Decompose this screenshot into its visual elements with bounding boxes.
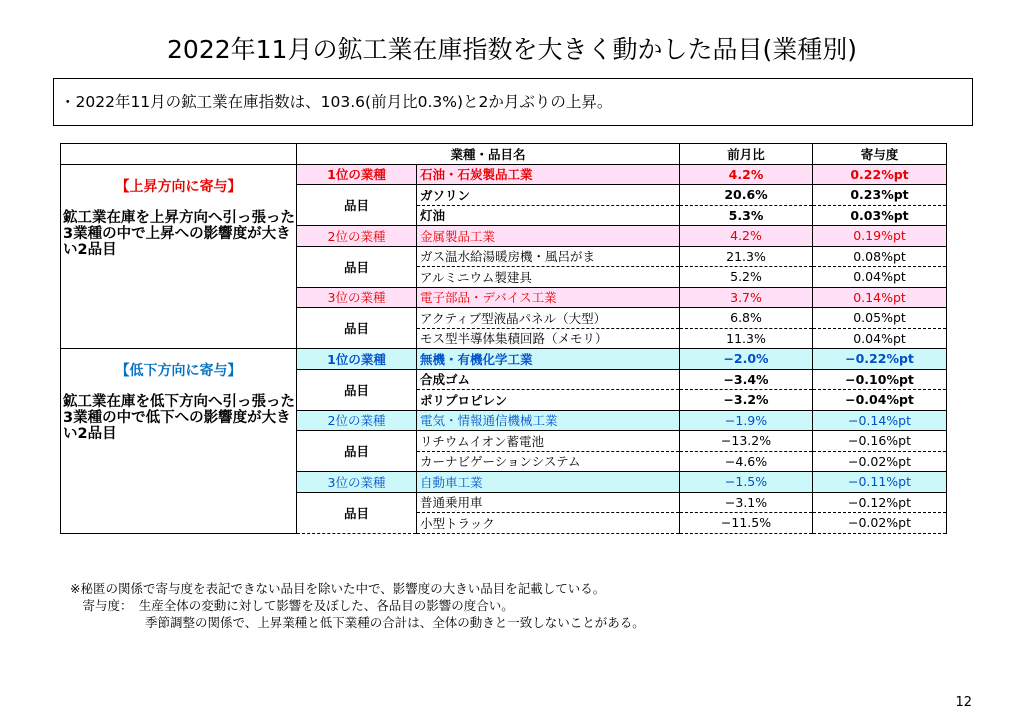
- item-name: アクティブ型液晶パネル（大型）: [417, 308, 680, 329]
- group-cell: [61, 349, 297, 534]
- item-name: 合成ゴム: [417, 369, 680, 390]
- item-name: アルミニウム製建具: [417, 267, 680, 288]
- industry-rank: 2位の業種: [297, 410, 417, 431]
- item-contrib: 0.03%pt: [813, 205, 947, 226]
- industry-rank: 1位の業種: [297, 349, 417, 370]
- industry-mom: −2.0%: [680, 349, 813, 370]
- items-label: 品目: [297, 308, 417, 349]
- footnote-line: ※秘匿の関係で寄与度を表記できない品目を除いた中で、影響度の大きい品目を記載している。: [70, 581, 606, 596]
- item-name: カーナビゲーションシステム: [417, 451, 680, 472]
- industry-rank: 3位の業種: [297, 472, 417, 493]
- item-contrib: −0.02%pt: [813, 451, 947, 472]
- item-name: 小型トラック: [417, 513, 680, 534]
- industry-name: 電子部品・デバイス工業: [417, 287, 680, 308]
- item-contrib: 0.23%pt: [813, 185, 947, 206]
- group-title: 【上昇方向に寄与】: [115, 178, 242, 195]
- item-name: ガソリン: [417, 185, 680, 206]
- industry-name: 金属製品工業: [417, 226, 680, 247]
- page-number: 12: [955, 695, 972, 710]
- industry-rank: 3位の業種: [297, 287, 417, 308]
- items-label: 品目: [297, 246, 417, 287]
- industry-name: 石油・石炭製品工業: [417, 164, 680, 185]
- item-mom: 6.8%: [680, 308, 813, 329]
- industry-rank: 2位の業種: [297, 226, 417, 247]
- item-contrib: −0.02%pt: [813, 513, 947, 534]
- industry-row: [61, 164, 947, 185]
- item-contrib: −0.10%pt: [813, 369, 947, 390]
- industry-rank: 1位の業種: [297, 164, 417, 185]
- item-name: 普通乗用車: [417, 492, 680, 513]
- item-contrib: 0.04%pt: [813, 267, 947, 288]
- footnotes: [70, 580, 645, 631]
- footnote-line: 寄与度： 生産全体の変動に対して影響を及ぼした、各品目の影響の度合い。: [70, 598, 514, 613]
- industry-name: 電気・情報通信機械工業: [417, 410, 680, 431]
- industry-name: 自動車工業: [417, 472, 680, 493]
- header-name: 業種・品目名: [297, 144, 680, 165]
- industry-mom: 4.2%: [680, 164, 813, 185]
- industry-contrib: 0.14%pt: [813, 287, 947, 308]
- summary-box: ・2022年11月の鉱工業在庫指数は、103.6(前月比0.3%)と2か月ぶりの上昇。: [53, 78, 973, 126]
- item-name: リチウムイオン蓄電池: [417, 431, 680, 452]
- industry-contrib: −0.11%pt: [813, 472, 947, 493]
- industry-contrib: 0.19%pt: [813, 226, 947, 247]
- item-mom: 20.6%: [680, 185, 813, 206]
- items-label: 品目: [297, 369, 417, 410]
- group-description: 鉱工業在庫を上昇方向へ引っ張った3業種の中で上昇への影響度が大きい2品目: [63, 209, 295, 258]
- industry-contrib: 0.22%pt: [813, 164, 947, 185]
- header-contrib: 寄与度: [813, 144, 947, 165]
- footnote-line: 季節調整の関係で、上昇業種と低下業種の合計は、全体の動きと一致しないことがある。: [70, 615, 645, 630]
- item-mom: −4.6%: [680, 451, 813, 472]
- item-contrib: −0.04%pt: [813, 390, 947, 411]
- item-contrib: −0.16%pt: [813, 431, 947, 452]
- item-contrib: 0.08%pt: [813, 246, 947, 267]
- page-title: 2022年11月の鉱工業在庫指数を大きく動かした品目(業種別): [167, 35, 857, 64]
- item-name: 灯油: [417, 205, 680, 226]
- items-label: 品目: [297, 492, 417, 533]
- item-mom: −3.4%: [680, 369, 813, 390]
- group-description: 鉱工業在庫を低下方向へ引っ張った3業種の中で低下への影響度が大きい2品目: [63, 394, 295, 442]
- item-mom: −3.1%: [680, 492, 813, 513]
- table-header-row: [61, 144, 947, 165]
- item-contrib: −0.12%pt: [813, 492, 947, 513]
- item-mom: 21.3%: [680, 246, 813, 267]
- item-name: ポリプロピレン: [417, 390, 680, 411]
- group-title: 【低下方向に寄与】: [115, 363, 242, 379]
- industry-name: 無機・有機化学工業: [417, 349, 680, 370]
- industry-mom: 4.2%: [680, 226, 813, 247]
- item-mom: −13.2%: [680, 431, 813, 452]
- industry-contrib: −0.22%pt: [813, 349, 947, 370]
- item-mom: −3.2%: [680, 390, 813, 411]
- item-contrib: 0.04%pt: [813, 328, 947, 349]
- industry-mom: −1.9%: [680, 410, 813, 431]
- item-name: ガス温水給湯暖房機・風呂がま: [417, 246, 680, 267]
- header-blank: [61, 144, 297, 165]
- industry-row: [61, 349, 947, 370]
- header-mom: 前月比: [680, 144, 813, 165]
- item-name: モス型半導体集積回路（メモリ）: [417, 328, 680, 349]
- item-mom: 5.2%: [680, 267, 813, 288]
- industry-contrib: −0.14%pt: [813, 410, 947, 431]
- items-label: 品目: [297, 431, 417, 472]
- industry-mom: 3.7%: [680, 287, 813, 308]
- industry-mom: −1.5%: [680, 472, 813, 493]
- items-label: 品目: [297, 185, 417, 226]
- item-mom: 5.3%: [680, 205, 813, 226]
- item-contrib: 0.05%pt: [813, 308, 947, 329]
- industry-contribution-table: [60, 143, 947, 534]
- item-mom: −11.5%: [680, 513, 813, 534]
- group-cell: [61, 164, 297, 349]
- item-mom: 11.3%: [680, 328, 813, 349]
